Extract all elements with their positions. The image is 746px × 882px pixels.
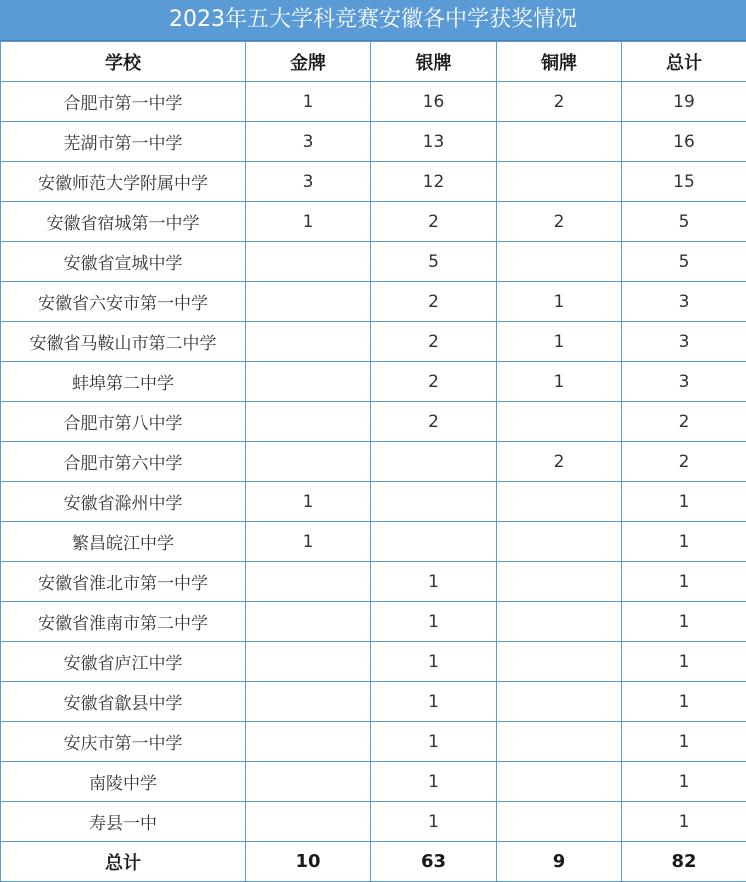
cell-bronze: 2 [497,202,622,242]
totals-total: 82 [622,842,746,882]
cell-gold [246,802,371,842]
totals-silver: 63 [371,842,497,882]
header-row [1,42,746,82]
cell-bronze [497,602,622,642]
cell-total: 5 [622,202,746,242]
totals-row [1,842,746,882]
cell-silver: 2 [371,202,497,242]
cell-school: 合肥市第六中学 [1,442,246,482]
cell-total: 3 [622,322,746,362]
table-row [1,402,746,442]
cell-total: 19 [622,82,746,122]
cell-bronze [497,402,622,442]
cell-total: 1 [622,802,746,842]
table-body [1,82,746,842]
cell-total: 15 [622,162,746,202]
cell-bronze: 2 [497,82,622,122]
table-header [1,42,746,82]
cell-gold: 1 [246,82,371,122]
table-row [1,482,746,522]
cell-bronze [497,682,622,722]
cell-bronze [497,482,622,522]
table-row [1,82,746,122]
header-silver: 银牌 [371,42,497,82]
cell-bronze: 1 [497,282,622,322]
cell-silver: 5 [371,242,497,282]
cell-school: 合肥市第一中学 [1,82,246,122]
cell-bronze: 1 [497,322,622,362]
cell-gold [246,722,371,762]
cell-silver: 1 [371,762,497,802]
table-row [1,442,746,482]
cell-gold: 3 [246,122,371,162]
cell-school: 南陵中学 [1,762,246,802]
cell-total: 2 [622,442,746,482]
cell-school: 安庆市第一中学 [1,722,246,762]
cell-gold [246,602,371,642]
cell-gold: 1 [246,202,371,242]
cell-school: 寿县一中 [1,802,246,842]
cell-school: 安徽省宣城中学 [1,242,246,282]
cell-bronze [497,522,622,562]
cell-school: 安徽省宿城第一中学 [1,202,246,242]
cell-bronze [497,562,622,602]
cell-gold [246,642,371,682]
table-row [1,202,746,242]
table-row [1,362,746,402]
cell-silver: 2 [371,362,497,402]
cell-gold: 3 [246,162,371,202]
cell-silver: 1 [371,642,497,682]
table-row [1,602,746,642]
cell-school: 芜湖市第一中学 [1,122,246,162]
cell-school: 安徽省庐江中学 [1,642,246,682]
cell-bronze [497,122,622,162]
cell-school: 安徽省六安市第一中学 [1,282,246,322]
cell-silver: 13 [371,122,497,162]
cell-total: 3 [622,362,746,402]
table-row [1,642,746,682]
cell-total: 2 [622,402,746,442]
cell-silver: 16 [371,82,497,122]
cell-school: 安徽省歙县中学 [1,682,246,722]
table-row [1,522,746,562]
cell-bronze [497,762,622,802]
cell-silver: 1 [371,682,497,722]
cell-bronze: 1 [497,362,622,402]
cell-silver [371,442,497,482]
cell-silver [371,522,497,562]
table-row [1,162,746,202]
cell-total: 5 [622,242,746,282]
cell-bronze [497,642,622,682]
cell-silver: 2 [371,322,497,362]
totals-gold: 10 [246,842,371,882]
cell-school: 蚌埠第二中学 [1,362,246,402]
cell-gold: 1 [246,482,371,522]
cell-silver: 12 [371,162,497,202]
cell-total: 1 [622,562,746,602]
cell-silver: 1 [371,722,497,762]
table-row [1,562,746,602]
cell-silver: 1 [371,602,497,642]
cell-gold [246,322,371,362]
cell-total: 1 [622,482,746,522]
cell-gold [246,682,371,722]
table-title: 2023年五大学科竞赛安徽各中学获奖情况 [0,0,746,41]
cell-school: 安徽省马鞍山市第二中学 [1,322,246,362]
table-row [1,122,746,162]
cell-total: 1 [622,642,746,682]
header-bronze: 铜牌 [497,42,622,82]
cell-gold [246,442,371,482]
cell-gold: 1 [246,522,371,562]
cell-silver: 1 [371,802,497,842]
table-row [1,722,746,762]
cell-gold [246,242,371,282]
table-row [1,242,746,282]
cell-school: 安徽师范大学附属中学 [1,162,246,202]
cell-total: 1 [622,762,746,802]
header-school: 学校 [1,42,246,82]
cell-school: 安徽省滁州中学 [1,482,246,522]
table-row [1,682,746,722]
cell-total: 3 [622,282,746,322]
cell-silver: 2 [371,282,497,322]
cell-total: 1 [622,722,746,762]
cell-silver: 1 [371,562,497,602]
cell-school: 合肥市第八中学 [1,402,246,442]
table-row [1,802,746,842]
totals-label: 总计 [1,842,246,882]
table-row [1,762,746,802]
cell-gold [246,282,371,322]
cell-school: 繁昌皖江中学 [1,522,246,562]
cell-school: 安徽省淮北市第一中学 [1,562,246,602]
cell-gold [246,402,371,442]
cell-gold [246,562,371,602]
cell-total: 1 [622,682,746,722]
cell-total: 16 [622,122,746,162]
cell-silver [371,482,497,522]
cell-gold [246,362,371,402]
cell-silver: 2 [371,402,497,442]
cell-total: 1 [622,522,746,562]
table-row [1,282,746,322]
cell-bronze [497,242,622,282]
table-row [1,322,746,362]
cell-bronze: 2 [497,442,622,482]
cell-bronze [497,802,622,842]
header-total: 总计 [622,42,746,82]
totals-bronze: 9 [497,842,622,882]
cell-school: 安徽省淮南市第二中学 [1,602,246,642]
cell-total: 1 [622,602,746,642]
cell-bronze [497,162,622,202]
header-gold: 金牌 [246,42,371,82]
table-footer [1,842,746,882]
cell-bronze [497,722,622,762]
cell-gold [246,762,371,802]
awards-table [0,41,746,882]
